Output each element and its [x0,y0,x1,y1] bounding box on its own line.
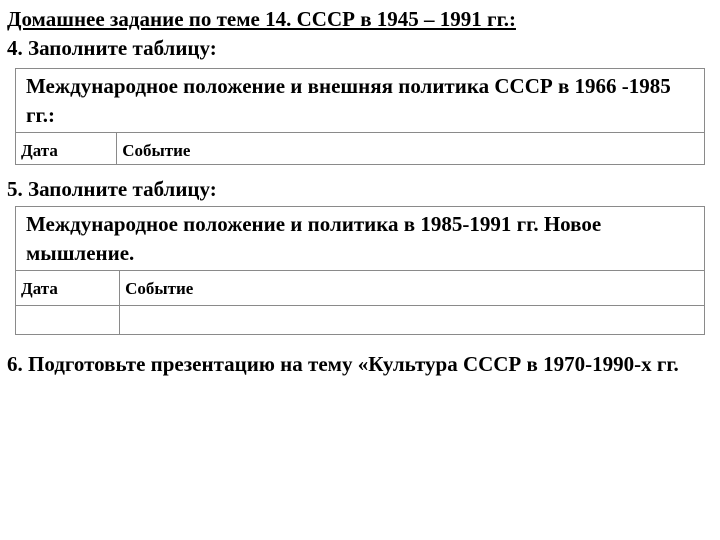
event-column-header: Событие [120,271,705,306]
task-5-label: 5. Заполните таблицу: [7,177,217,201]
task-5-table-title: Международное положение и политика в 1985-1991 гг. Новое мышление. [16,207,705,271]
task-4-table-title: Международное положение и внешняя политика СССР в 1966 -1985 гг.: [16,69,705,133]
page-title: Домашнее задание по теме 14. СССР в 1945 – 1991 гг.: [7,7,516,31]
empty-event-cell[interactable] [120,306,705,335]
event-column-header: Событие [117,133,705,165]
task-5-table [15,206,705,335]
date-column-header: Дата [16,133,117,165]
task-4-table [15,68,705,165]
task-6-text: 6. Подготовьте презентацию на тему «Культура СССР в 1970-1990-х гг. [7,352,679,376]
task-4-label: 4. Заполните таблицу: [7,36,217,60]
date-column-header: Дата [16,271,120,306]
empty-date-cell[interactable] [16,306,120,335]
